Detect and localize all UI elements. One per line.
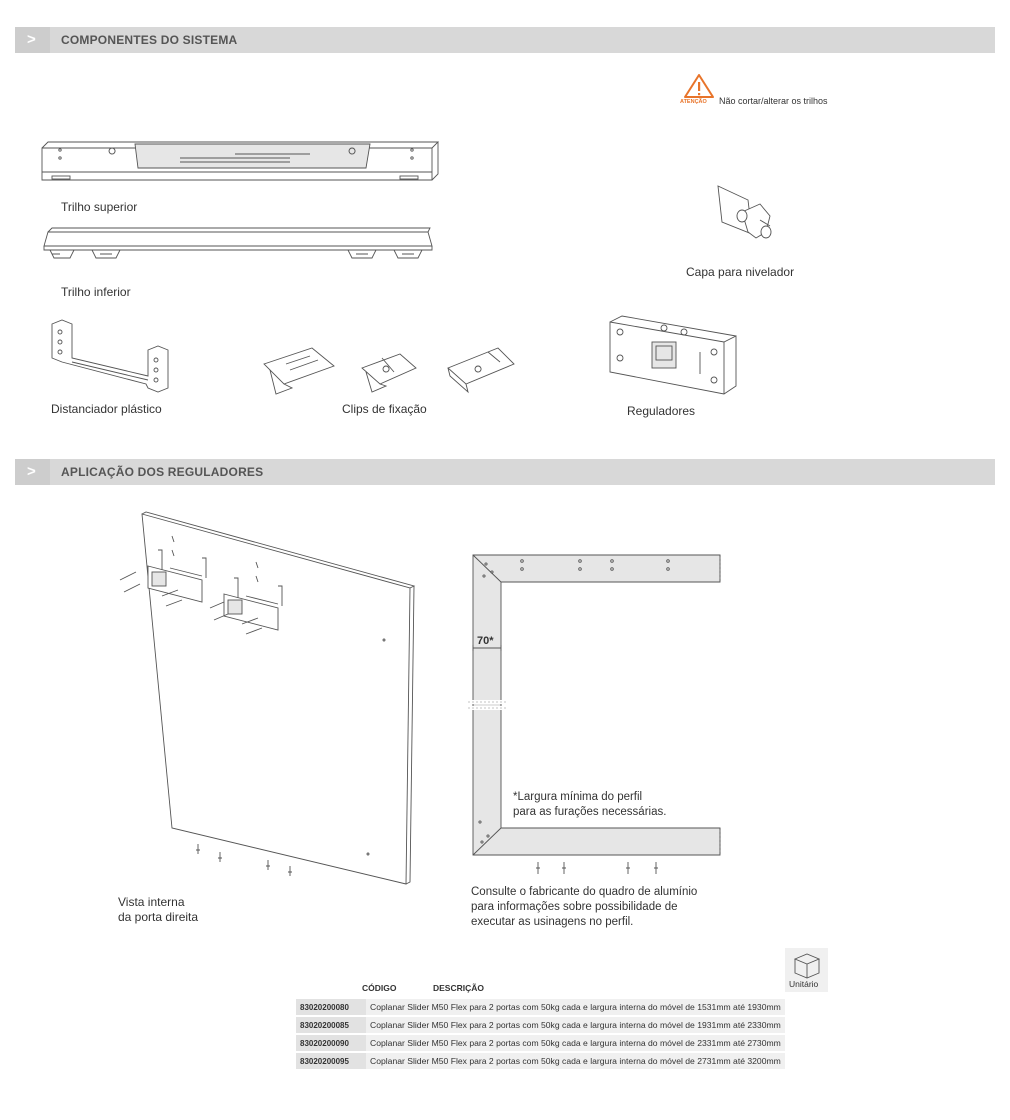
profile-frame-diagram [464, 550, 734, 880]
table-row [296, 999, 785, 1015]
bottom-rail-illustration [42, 226, 442, 268]
fixing-clips-illustration [262, 342, 527, 402]
top-rail-label: Trilho superior [61, 200, 138, 214]
warning-icon-label: ATENÇÃO [680, 99, 707, 105]
regulators-label: Reguladores [627, 404, 696, 418]
chevron-right-icon: > [15, 459, 50, 485]
product-description: Coplanar Slider M50 Flex para 2 portas com 50kg cada e largura interna do móvel de 2331mm até 2730mm [366, 1035, 785, 1051]
section-title: APLICAÇÃO DOS REGULADORES [61, 465, 264, 479]
consult-note-line-1: Consulte o fabricante do quadro de alumínio [471, 886, 698, 898]
section-header-components [15, 27, 995, 53]
product-description: Coplanar Slider M50 Flex para 2 portas com 50kg cada e largura interna do móvel de 1531mm até 1930mm [366, 999, 785, 1015]
door-caption-line-1: Vista interna [118, 895, 185, 909]
plastic-spacer-illustration [48, 318, 173, 398]
consult-note-line-3: executar as usinagens no perfil. [471, 916, 634, 928]
code-column-header: CÓDIGO [362, 983, 397, 993]
consult-note-line-2: para informações sobre possibilidade de [471, 901, 678, 913]
table-row [296, 1017, 785, 1033]
chevron-right-icon: > [15, 27, 50, 53]
table-row [296, 1053, 785, 1069]
regulators-illustration [606, 316, 746, 396]
product-code: 83020200090 [296, 1035, 366, 1051]
warning-text: Não cortar/alterar os trilhos [719, 96, 828, 106]
description-column-header: DESCRIÇÃO [433, 983, 485, 993]
product-table [296, 997, 785, 1071]
product-code: 83020200095 [296, 1053, 366, 1069]
dimension-label: 70* [477, 635, 494, 647]
leveler-cap-label: Capa para nivelador [686, 265, 795, 279]
unit-label: Unitário [789, 979, 819, 989]
box-icon [791, 951, 823, 979]
plastic-spacer-label: Distanciador plástico [51, 402, 162, 416]
unit-box [785, 948, 828, 992]
product-description: Coplanar Slider M50 Flex para 2 portas com 50kg cada e largura interna do móvel de 1931mm até 2330mm [366, 1017, 785, 1033]
min-width-note-line-1: *Largura mínima do perfil [513, 791, 643, 803]
product-code: 83020200080 [296, 999, 366, 1015]
door-interior-illustration [110, 510, 420, 890]
min-width-note-line-2: para as furações necessárias. [513, 806, 667, 818]
leveler-cap-illustration [712, 182, 782, 252]
fixing-clips-label: Clips de fixação [342, 402, 427, 416]
section-header-application [15, 459, 995, 485]
bottom-rail-label: Trilho inferior [61, 285, 131, 299]
section-title: COMPONENTES DO SISTEMA [61, 33, 238, 47]
product-code: 83020200085 [296, 1017, 366, 1033]
door-caption-line-2: da porta direita [118, 910, 199, 924]
top-rail-illustration [40, 138, 440, 188]
product-description: Coplanar Slider M50 Flex para 2 portas com 50kg cada e largura interna do móvel de 2731mm até 3200mm [366, 1053, 785, 1069]
table-row [296, 1035, 785, 1051]
